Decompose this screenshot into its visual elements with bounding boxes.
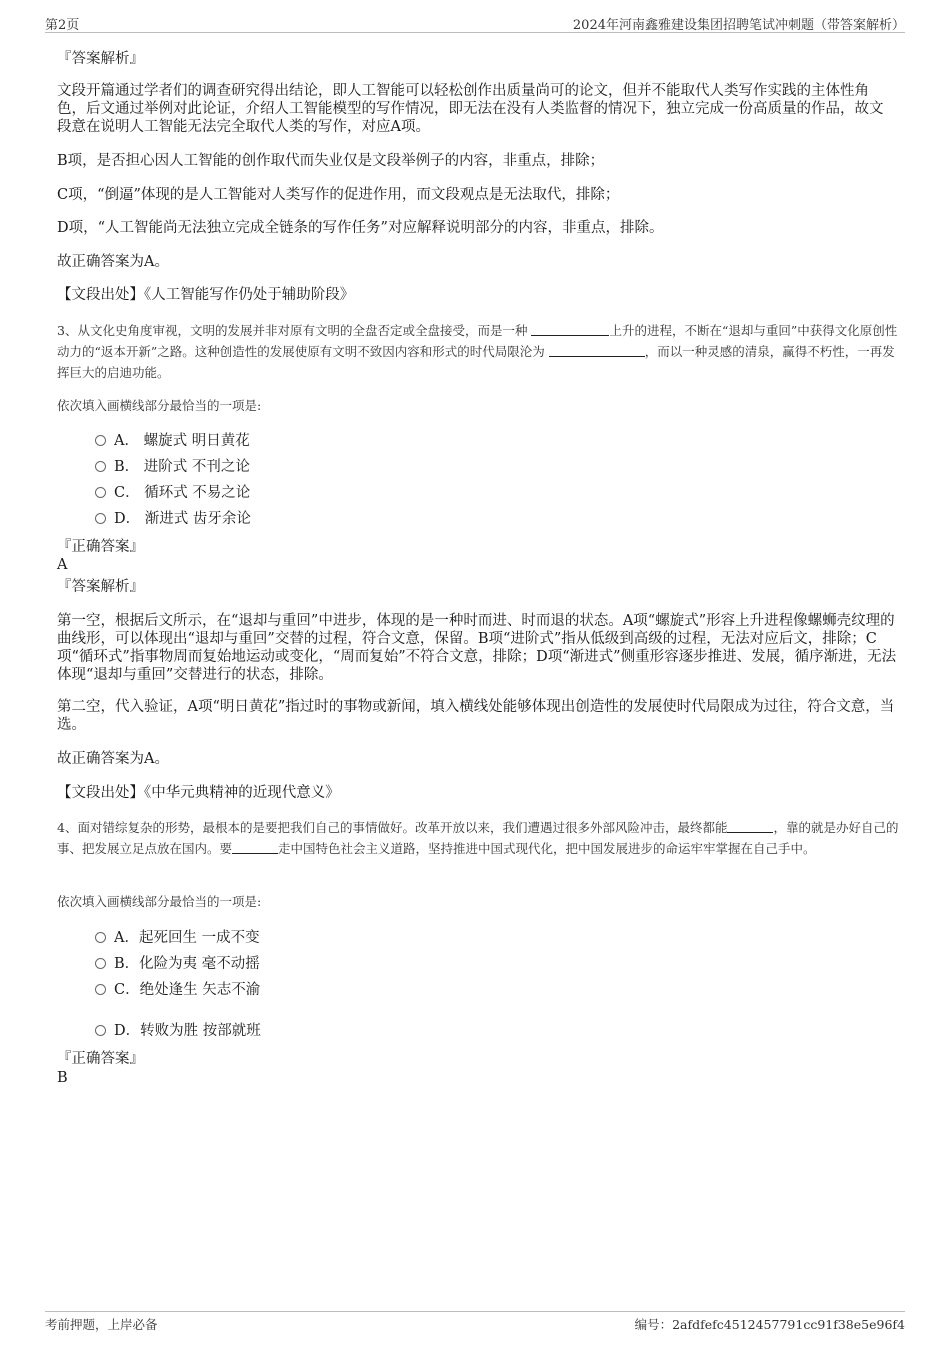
document-id: 编号：2afdfefc4512457791cc91f38e5e96f4 — [634, 1317, 905, 1332]
option-a[interactable]: A． 螺旋式 明日黄花 — [95, 432, 250, 450]
analysis-paragraph: 第一空，根据后文所示，在“退却与重回”中进步，体现的是一种时而进、时而退的状态。A项“螺旋式”形容上升进程像螺蛳壳纹理的曲线形，可以体现出“退却与重回”交替的过程，符合文意，保留。B项“进阶式”指从低级到高级的过程，无法对应后文，排除；C项“循环式”指事物周而复始地运动或变化，“周而复始”不符合文意，排除；D项“渐进式”侧重形容逐步推进、发展，循序渐进，无法体现“退却与重回”交替进行的状态，排除。 — [57, 613, 897, 683]
option-b[interactable]: B．化险为夷 毫不动摇 — [95, 955, 260, 973]
option-c[interactable]: C．绝处逢生 矢志不渝 — [95, 981, 260, 999]
option-a[interactable]: A．起死回生 一成不变 — [95, 929, 260, 947]
conclusion: 故正确答案为A。 — [57, 254, 169, 270]
document-title: 2024年河南鑫雅建设集团招聘笔试冲刺题（带答案解析） — [572, 18, 905, 33]
analysis-label: 『答案解析』 — [57, 51, 144, 67]
option-d[interactable]: D．转败为胜 按部就班 — [95, 1022, 261, 1040]
fill-blank — [727, 820, 773, 833]
radio-icon[interactable] — [95, 461, 106, 472]
conclusion: 故正确答案为A。 — [57, 751, 169, 767]
fill-blank — [232, 841, 278, 854]
page-header — [45, 14, 905, 33]
analysis-paragraph: D项，“人工智能尚无法独立完成全链条的写作任务”对应解释说明部分的内容，非重点，排除。 — [57, 220, 664, 236]
analysis-paragraph: B项，是否担心因人工智能的创作取代而失业仅是文段举例子的内容，非重点，排除； — [57, 153, 605, 169]
correct-answer: A — [57, 557, 68, 573]
fill-blank — [549, 344, 645, 357]
analysis-label: 『答案解析』 — [57, 579, 144, 595]
option-b[interactable]: B． 进阶式 不刊之论 — [95, 458, 250, 476]
radio-icon[interactable] — [95, 435, 106, 446]
footer-slogan: 考前押题，上岸必备 — [45, 1317, 158, 1332]
page-number: 第2页 — [45, 18, 80, 33]
option-d[interactable]: D． 渐进式 齿牙余论 — [95, 510, 251, 528]
radio-icon[interactable] — [95, 932, 106, 943]
radio-icon[interactable] — [95, 1025, 106, 1036]
fill-blank — [531, 323, 609, 336]
correct-answer-label: 『正确答案』 — [57, 539, 144, 555]
question-prompt: 依次填入画横线部分最恰当的一项是: — [57, 398, 262, 413]
page-footer — [45, 1311, 905, 1334]
question-prompt: 依次填入画横线部分最恰当的一项是: — [57, 894, 262, 909]
analysis-paragraph: 文段开篇通过学者们的调查研究得出结论，即人工智能可以轻松创作出质量尚可的论文，但并不能取代人类写作实践的主体性角色，后文通过举例对此论证，介绍人工智能模型的写作情况，即无法在没有人类监督的情况下，独立完成一份高质量的作品，故文段意在说明人工智能无法完全取代人类的写作，对应A项。 — [57, 83, 884, 135]
correct-answer: B — [57, 1070, 68, 1086]
radio-icon[interactable] — [95, 487, 106, 498]
radio-icon[interactable] — [95, 958, 106, 969]
radio-icon[interactable] — [95, 984, 106, 995]
analysis-paragraph: 第二空，代入验证，A项“明日黄花”指过时的事物或新闻，填入横线处能够体现出创造性的发展使时代局限成为过往，符合文意，当选。 — [57, 699, 895, 733]
correct-answer-label: 『正确答案』 — [57, 1051, 144, 1067]
source-citation: 【文段出处】《人工智能写作仍处于辅助阶段》 — [57, 287, 355, 303]
radio-icon[interactable] — [95, 513, 106, 524]
question-stem: 3、从文化史角度审视，文明的发展并非对原有文明的全盘否定或全盘接受，而是一种 上升的进程，不断在“退却与重回”中获得文化原创性动力的“返本开新”之路。这种创造性的发展使原有文明不致因内容和形式的时代局限沦为 ，而以一种灵感的清泉，赢得不朽性，一再发挥巨大的启迪功能。 — [57, 323, 898, 380]
analysis-paragraph: C项，“倒逼”体现的是人工智能对人类写作的促进作用，而文段观点是无法取代，排除； — [57, 187, 620, 203]
source-citation: 【文段出处】《中华元典精神的近现代意义》 — [57, 785, 340, 801]
question-stem: 4、面对错综复杂的形势，最根本的是要把我们自己的事情做好。改革开放以来，我们遭遇过很多外部风险冲击，最终都能 ，靠的就是办好自己的事、把发展立足点放在国内。要 走中国特色社会主义道路，坚持推进中国式现代化，把中国发展进步的命运牢牢掌握在自己手中。 — [57, 820, 899, 856]
option-c[interactable]: C． 循环式 不易之论 — [95, 484, 250, 502]
